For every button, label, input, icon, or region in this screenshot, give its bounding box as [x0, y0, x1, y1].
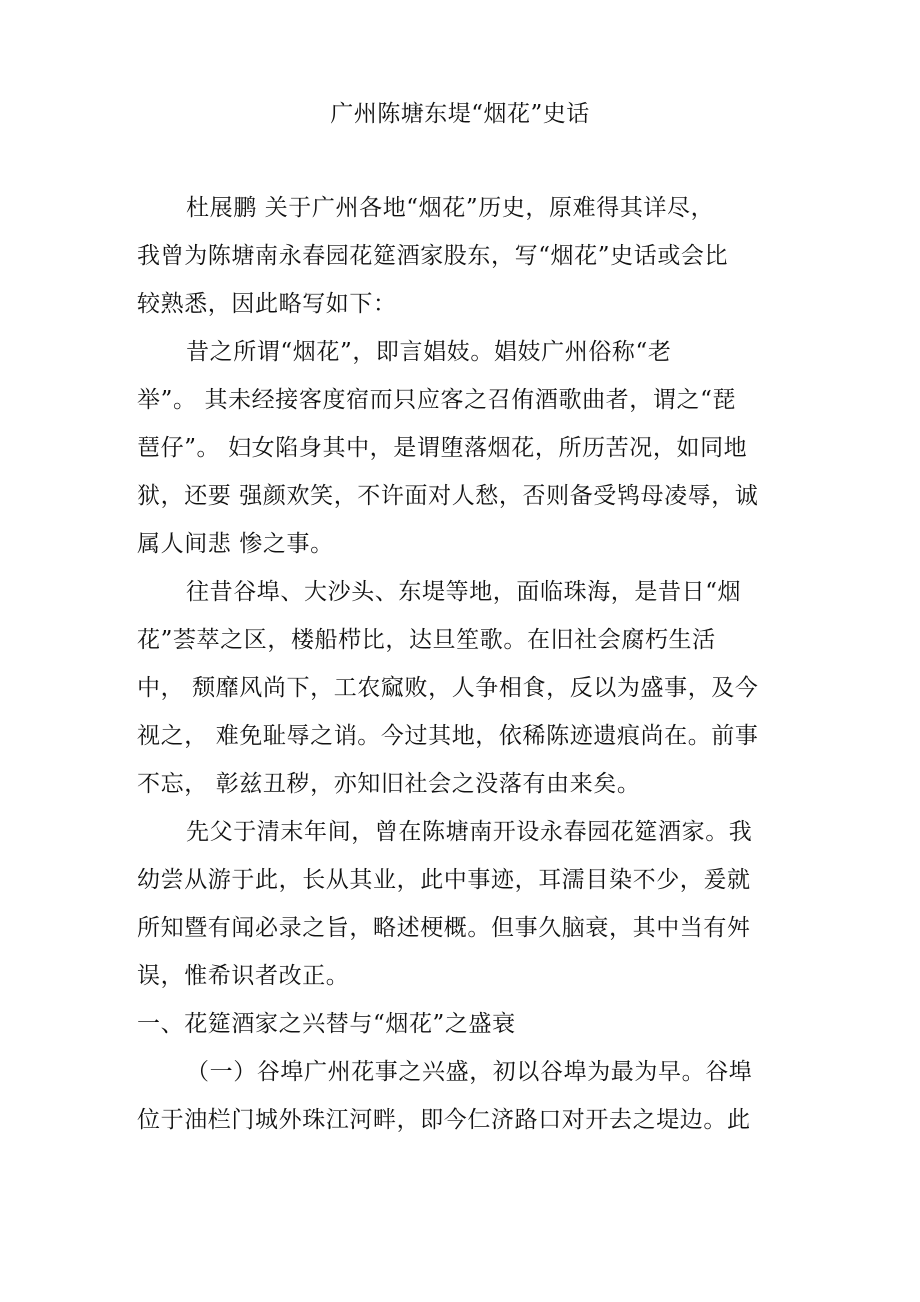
text-line: 不忘， 彰兹丑秽，亦知旧社会之没落有由来矣。: [137, 771, 641, 797]
text-line: 视之， 难免耻辱之诮。今过其地，依稀陈迹遗痕尚在。前事: [137, 723, 759, 749]
text-line: 花”荟萃之区，楼船栉比，达旦笙歌。在旧社会腐朽生活: [137, 627, 716, 653]
text-line: 杜展鹏 关于广州各地“烟花”历史，原难得其详尽，: [186, 195, 715, 221]
text-line: 误，惟希识者改正。: [137, 963, 350, 989]
text-line: 琶仔”。 妇女陷身其中，是谓堕落烟花，所历苦况，如同地: [137, 435, 748, 461]
section-heading: 一、花筵酒家之兴替与“烟花”之盛衰: [137, 1011, 516, 1037]
text-line: 先父于清末年间，曾在陈塘南开设永春园花筵酒家。我: [186, 819, 753, 845]
text-line: 中， 颓靡风尚下，工农窳败，人争相食，反以为盛事，及今: [137, 675, 759, 701]
text-line: 位于油栏门城外珠江河畔，即今仁济路口对开去之堤边。此: [137, 1107, 751, 1133]
document-title: 广州陈塘东堤“烟花”史话: [330, 101, 590, 127]
text-line: 往昔谷埠、大沙头、东堤等地，面临珠海，是昔日“烟: [186, 579, 742, 605]
text-line: 我曾为陈塘南永春园花筵酒家股东，写“烟花”史话或会比: [137, 243, 729, 269]
text-line: 幼尝从游于此，长从其业，此中事迹，耳濡目染不少，爰就: [137, 867, 751, 893]
text-line: 所知暨有闻必录之旨，略述梗概。但事久脑衰，其中当有舛: [137, 915, 751, 941]
text-line: 较熟悉，因此略写如下：: [137, 291, 397, 317]
text-line: 举”。 其未经接客度宿而只应客之召侑酒歌曲者，谓之“琵: [137, 387, 737, 413]
text-line: 昔之所谓“烟花”，即言娼妓。娼妓广州俗称“老: [186, 339, 672, 365]
text-line: （一）谷埠广州花事之兴盛，初以谷埠为最为早。谷埠: [186, 1059, 753, 1085]
text-line: 狱，还要 强颜欢笑，不许面对人愁，否则备受鸨母凌辱，诚: [137, 483, 759, 509]
text-line: 属人间悲 惨之事。: [137, 531, 334, 557]
